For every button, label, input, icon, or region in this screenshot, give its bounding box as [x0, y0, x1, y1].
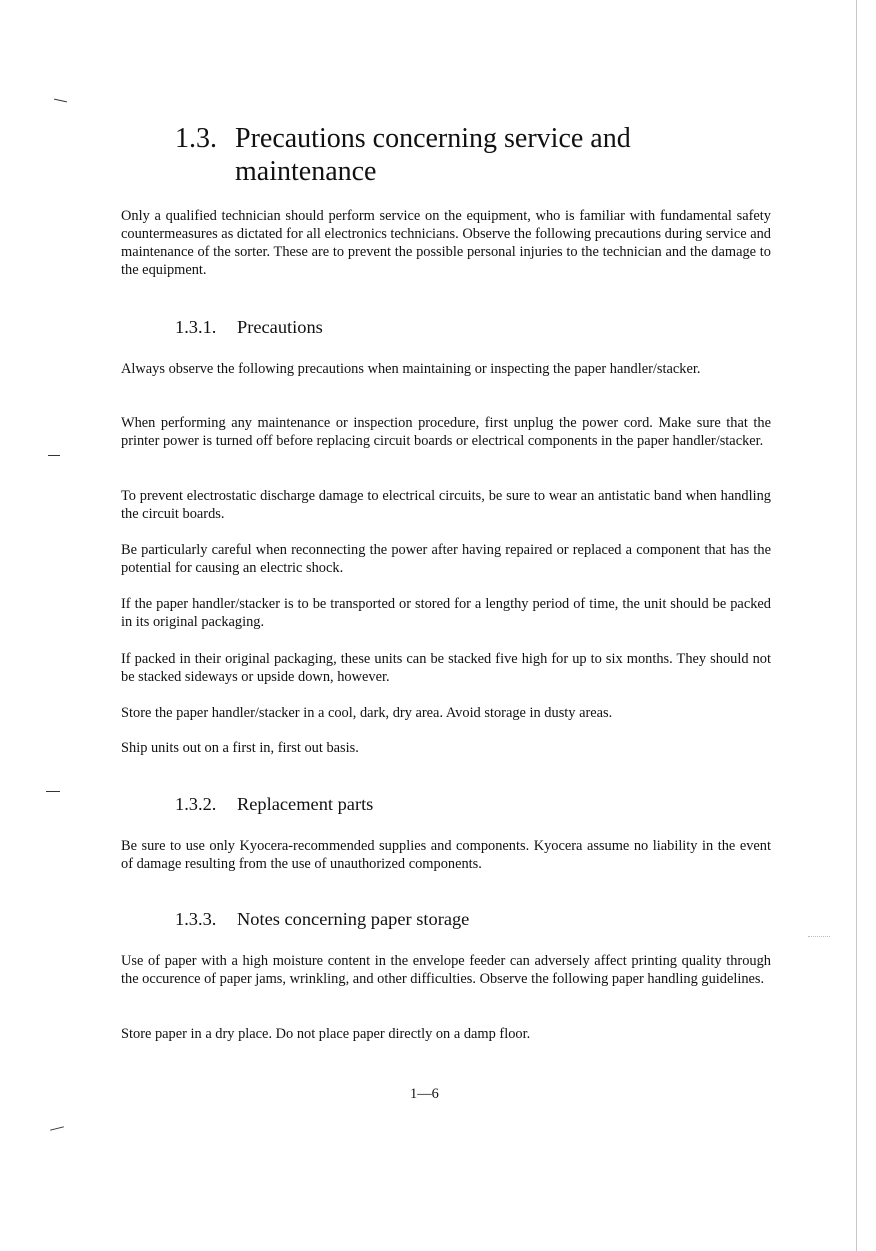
binding-hole-mark	[46, 791, 60, 792]
section-title-text: Precautions concerning service and maintenance	[235, 122, 631, 187]
paragraph: If the paper handler/stacker is to be transported or stored for a lengthy period of time, the unit should be packed in its original packaging.	[121, 596, 771, 630]
subsection-title: Replacement parts	[237, 794, 374, 814]
subsection-number: 1.3.3.	[175, 909, 217, 929]
paragraph: Store paper in a dry place. Do not place paper directly on a damp floor.	[121, 1026, 531, 1042]
section-number: 1.3.	[175, 122, 217, 154]
paragraph: Always observe the following precautions when maintaining or inspecting the paper handler/stacker.	[121, 361, 701, 377]
paragraph: Store the paper handler/stacker in a cool, dark, dry area. Avoid storage in dusty areas.	[121, 705, 613, 721]
scan-dust	[808, 936, 830, 943]
paragraph: Use of paper with a high moisture content in the envelope feeder can adversely affect printing quality through the occurence of paper jams, wrinkling, and other difficulties. Observe the following paper handling guidelines.	[121, 953, 771, 987]
paragraph: Be particularly careful when reconnecting the power after having repaired or replaced a component that has the potential for causing an electric shock.	[121, 542, 771, 576]
paragraph: Ship units out on a first in, first out basis.	[121, 740, 359, 756]
binding-hole-mark	[48, 455, 60, 456]
subsection-heading-paper-storage	[175, 908, 469, 930]
paragraph: If packed in their original packaging, these units can be stacked five high for up to six months. They should not be stacked sideways or upside down, however.	[121, 651, 771, 685]
subsection-heading-replacement-parts	[175, 793, 373, 815]
binding-hole-mark	[50, 1126, 64, 1130]
subsection-heading-precautions	[175, 316, 323, 338]
page-number: 1—6	[410, 1086, 439, 1102]
intro-paragraph: Only a qualified technician should perform service on the equipment, who is familiar with fundamental safety countermeasures as dictated for all electronics technicians. Observe the following precautions during service and maintenance of the sorter. These are to prevent the possible personal injuries to the technician and the damage to the equipment.	[121, 208, 771, 278]
paragraph: To prevent electrostatic discharge damage to electrical circuits, be sure to wear an antistatic band when handling the circuit boards.	[121, 488, 771, 522]
paragraph: Be sure to use only Kyocera-recommended supplies and components. Kyocera assume no liability in the event of damage resulting from the use of unauthorized components.	[121, 838, 771, 872]
paragraph: When performing any maintenance or inspection procedure, first unplug the power cord. Make sure that the printer power is turned off before replacing circuit boards or electrical components in the paper handler/stacker.	[121, 415, 771, 449]
subsection-number: 1.3.2.	[175, 794, 217, 814]
page-edge-rule	[856, 0, 857, 1251]
subsection-number: 1.3.1.	[175, 317, 217, 337]
page-title	[175, 122, 775, 188]
subsection-title: Precautions	[237, 317, 323, 337]
binding-hole-mark	[54, 99, 67, 103]
subsection-title: Notes concerning paper storage	[237, 909, 470, 929]
